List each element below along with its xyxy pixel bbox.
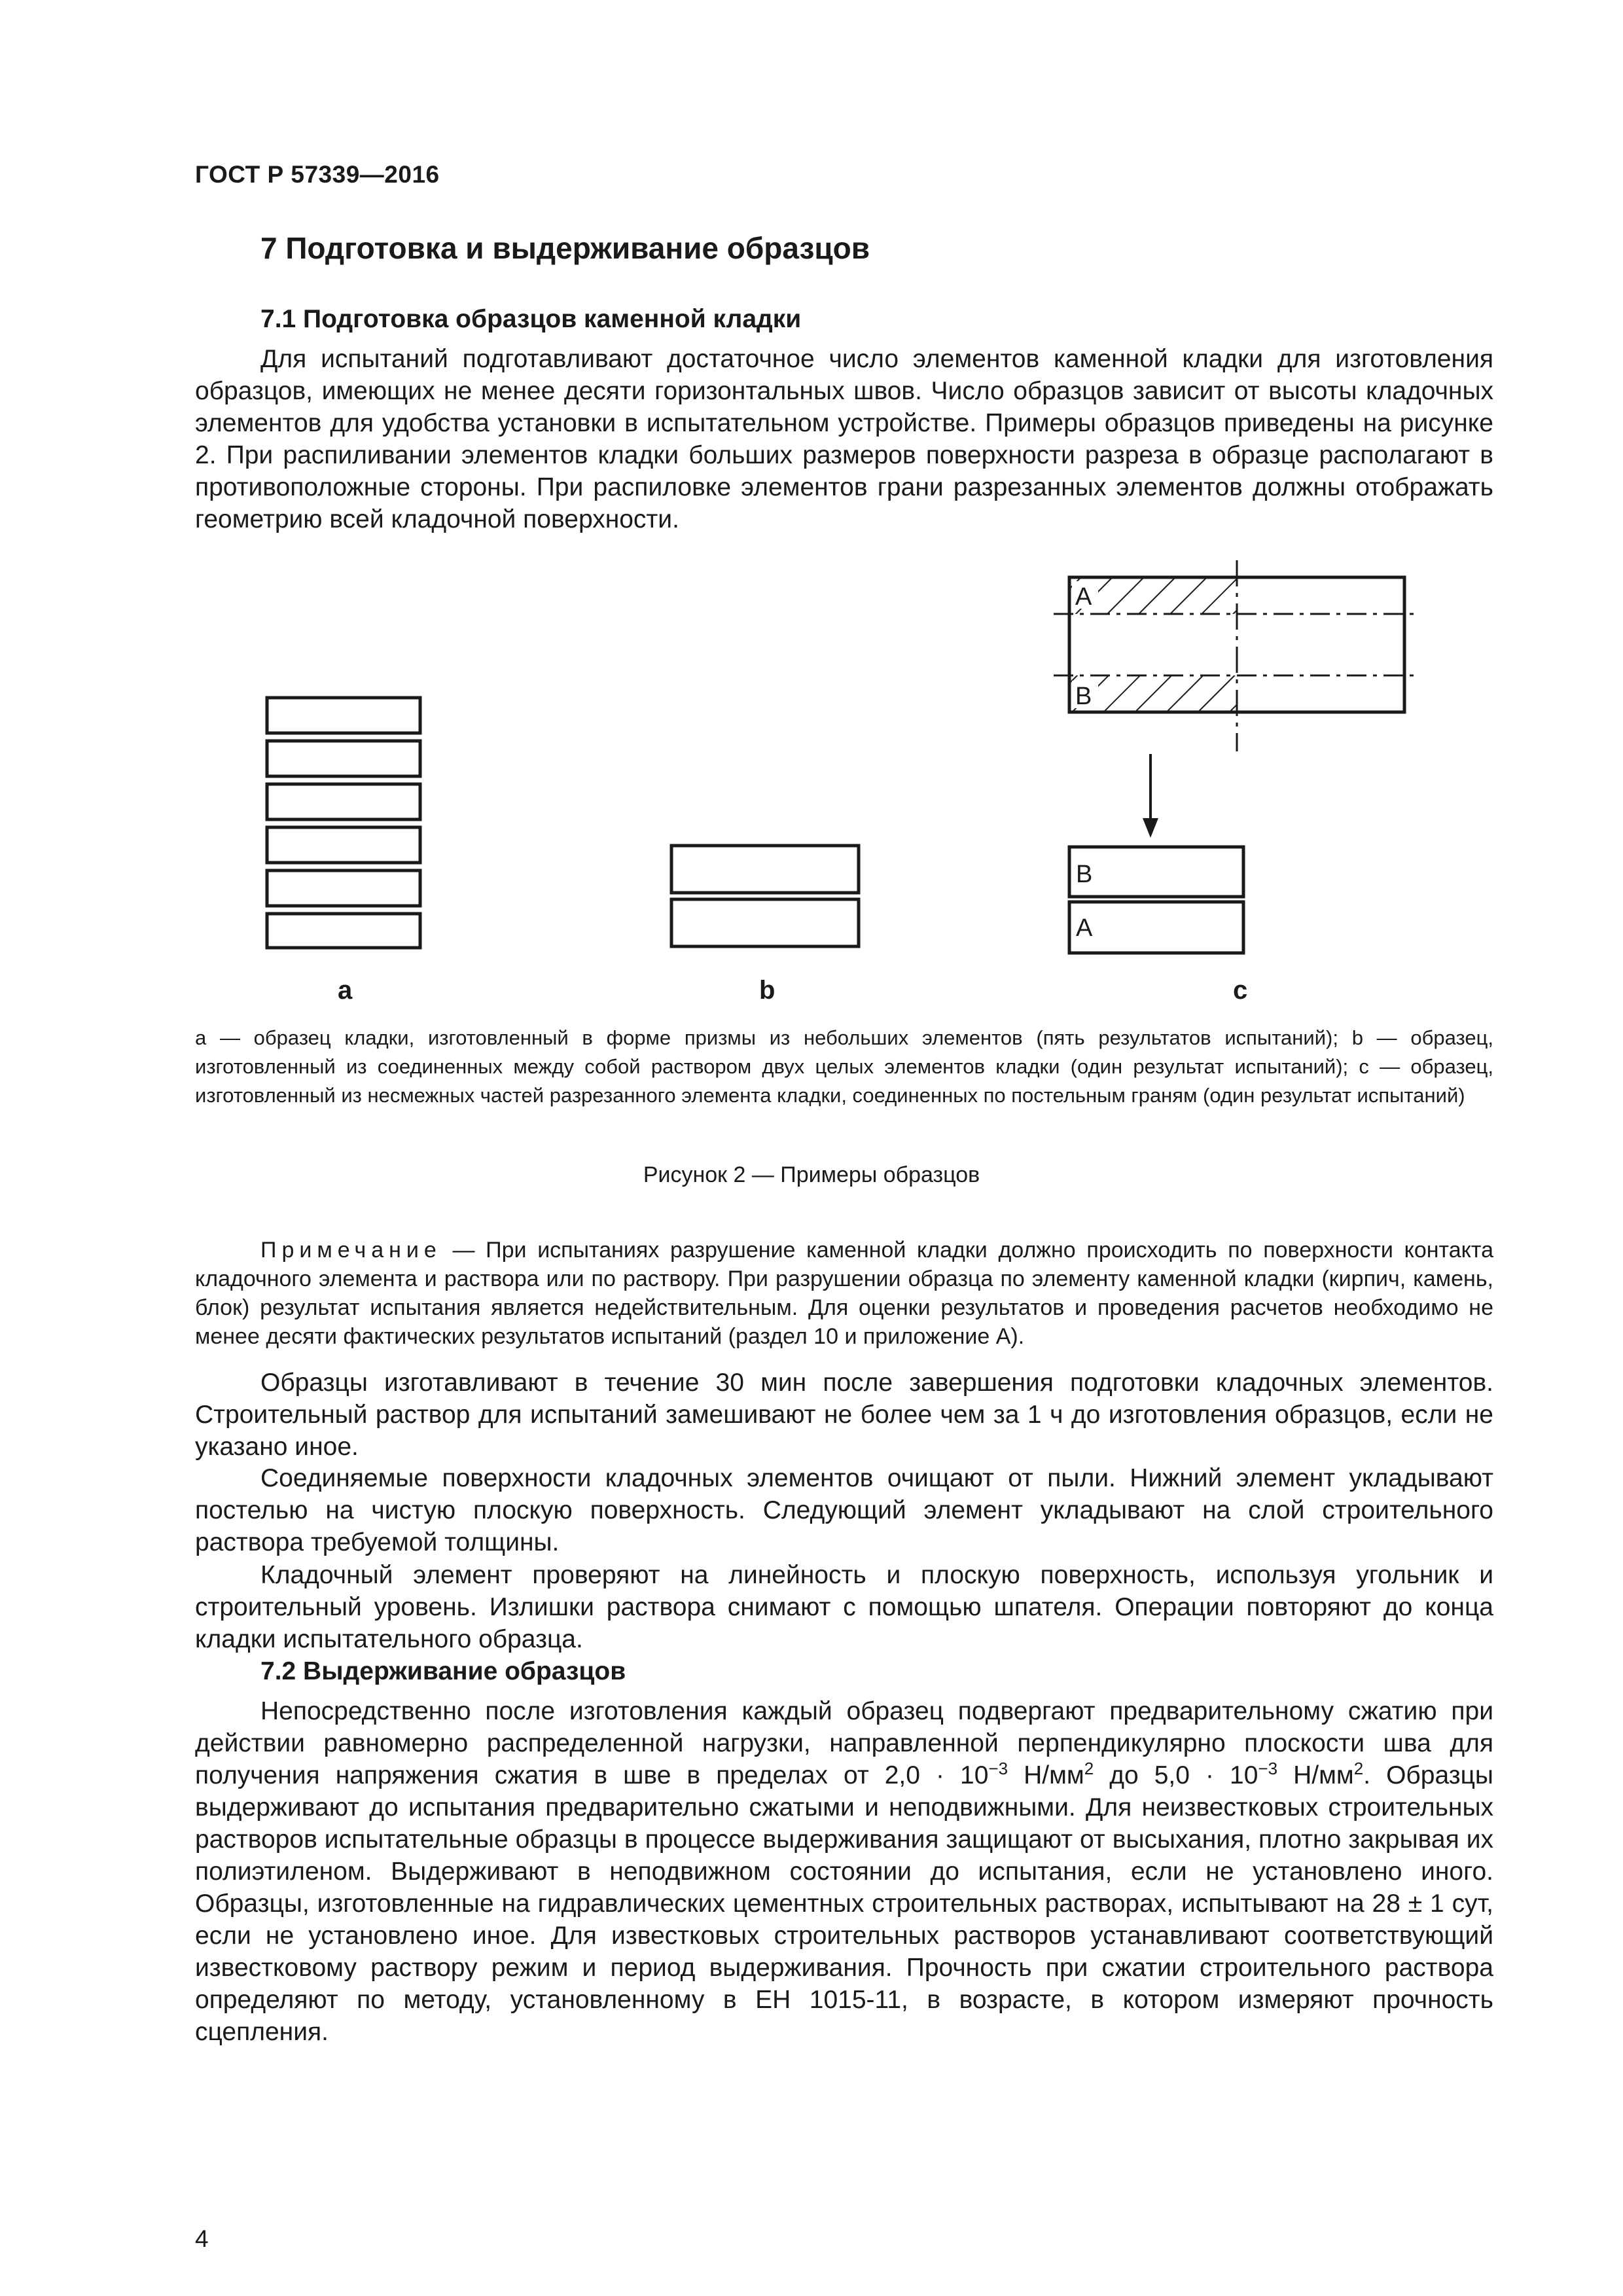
- figure-title: Рисунок 2 — Примеры образцов: [643, 1162, 980, 1187]
- label-b: b: [759, 976, 776, 1005]
- note-text: — При испытаниях разрушение каменной кладки должно происходить по поверхности контакта кладочного элемента и раствора или по раствору. При разрушении образца по элементу каменной кладки (кирпич, камень, блок) результат испытания является недействительным. Для оценки результатов и проведения расчетов необходимо не менее десяти фактических результатов испытаний (раздел 10 и приложение А).: [195, 1238, 1493, 1349]
- result-label-bottom: A: [1076, 914, 1093, 942]
- specimen-c-source: [1054, 560, 1420, 751]
- paragraph-3: Кладочный элемент проверяют на линейность и плоскую поверхность, используя угольник и строительный уровень. Излишки раствора снимают с помощью шпателя. Операции повторяют до конца кладки испытательного образца.: [195, 1561, 1493, 1653]
- document-header: ГОСТ Р 57339—2016: [195, 161, 440, 188]
- note: [195, 1236, 1493, 1351]
- subsection-7-2-title: 7.2 Выдерживание образцов: [260, 1657, 626, 1685]
- note-label: Примечание: [260, 1238, 442, 1263]
- label-a: a: [338, 976, 353, 1005]
- cut-label-bottom: B: [1075, 683, 1092, 710]
- specimen-b: [671, 846, 859, 946]
- result-label-top: B: [1076, 861, 1093, 888]
- figure-legend: а — образец кладки, изготовленный в форме призмы из небольших элементов (пять результатов испытаний); b — образец, изготовленный из соединенных между собой раствором двух целых элементов кладки (один результат испытаний); с — образец, изготовленный из несмежных частей разрезанного элемента кладки, соединенных по постельным граням (один результат испытаний): [195, 1026, 1493, 1107]
- section-title: 7 Подготовка и выдерживание образцов: [260, 231, 870, 265]
- paragraph-1: Образцы изготавливают в течение 30 мин после завершения подготовки кладочных элементов. Строительный раствор для испытаний замешивают не более чем за 1 ч до изготовления образцов, если не указано иное.: [195, 1369, 1493, 1461]
- figure-2: [195, 550, 1493, 1021]
- page-number: 4: [195, 2225, 209, 2252]
- cut-label-top: A: [1075, 583, 1092, 611]
- paragraph-2: Соединяемые поверхности кладочных элементов очищают от пыли. Нижний элемент укладывают постелью на чистую плоскую поверхность. Следующий элемент укладывают на слой строительного раствора требуемой толщины.: [195, 1464, 1493, 1556]
- figure-2-drawing: [195, 550, 1493, 1021]
- specimen-a: [267, 698, 420, 948]
- subsection-7-1-paragraph: Для испытаний подготавливают достаточное число элементов каменной кладки для изготовления образцов, имеющих не менее десяти горизонтальных швов. Число образцов зависит от высоты кладочных элементов для удобства установки в испытательном устройстве. Примеры образцов приведены на рисунке 2. При распиливании элементов кладки больших размеров поверхности разреза в образце располагают в противоположные стороны. При распиловке элементов грани разрезанных элементов должны отображать геометрию всей кладочной поверхности.: [195, 345, 1493, 533]
- subsection-7-1-title: 7.1 Подготовка образцов каменной кладки: [260, 305, 802, 333]
- subsection-7-2-paragraph: Непосредственно после изготовления каждый образец подвергают предварительному сжатию при действии равномерно распределенной нагрузки, направленной перпендикулярно плоскости шва для получения напряжения сжатия в шве в пределах от $2,0 \cdot 10^{-3}$ $Н/мм^2$ до $5,0 \cdot 10^{-3}$ $Н/мм^2$. Образцы выдерживают до испытания предварительно сжатыми и неподвижными. Для неизвестковых строительных растворов испытательные образцы в процессе выдерживания защищают от высыхания, плотно закрывая их полиэтиленом. Выдерживают в неподвижном состоянии до испытания, если не установлено иного. Образцы, изготовленные на гидравлических цементных строительных растворах, испытывают на 28 ± 1 сут, если не установлено иное. Для известковых строительных растворов устанавливают соответствующий известковому раствору режим и период выдерживания. Прочность при сжатии строительного раствора определяют по методу, установленному в ЕН 1015-11, в возрасте, в котором измеряют прочность сцепления.: [195, 1697, 1493, 2046]
- arrow-icon: [1143, 754, 1158, 838]
- label-c: c: [1233, 976, 1248, 1005]
- specimen-c-result: [1069, 847, 1243, 953]
